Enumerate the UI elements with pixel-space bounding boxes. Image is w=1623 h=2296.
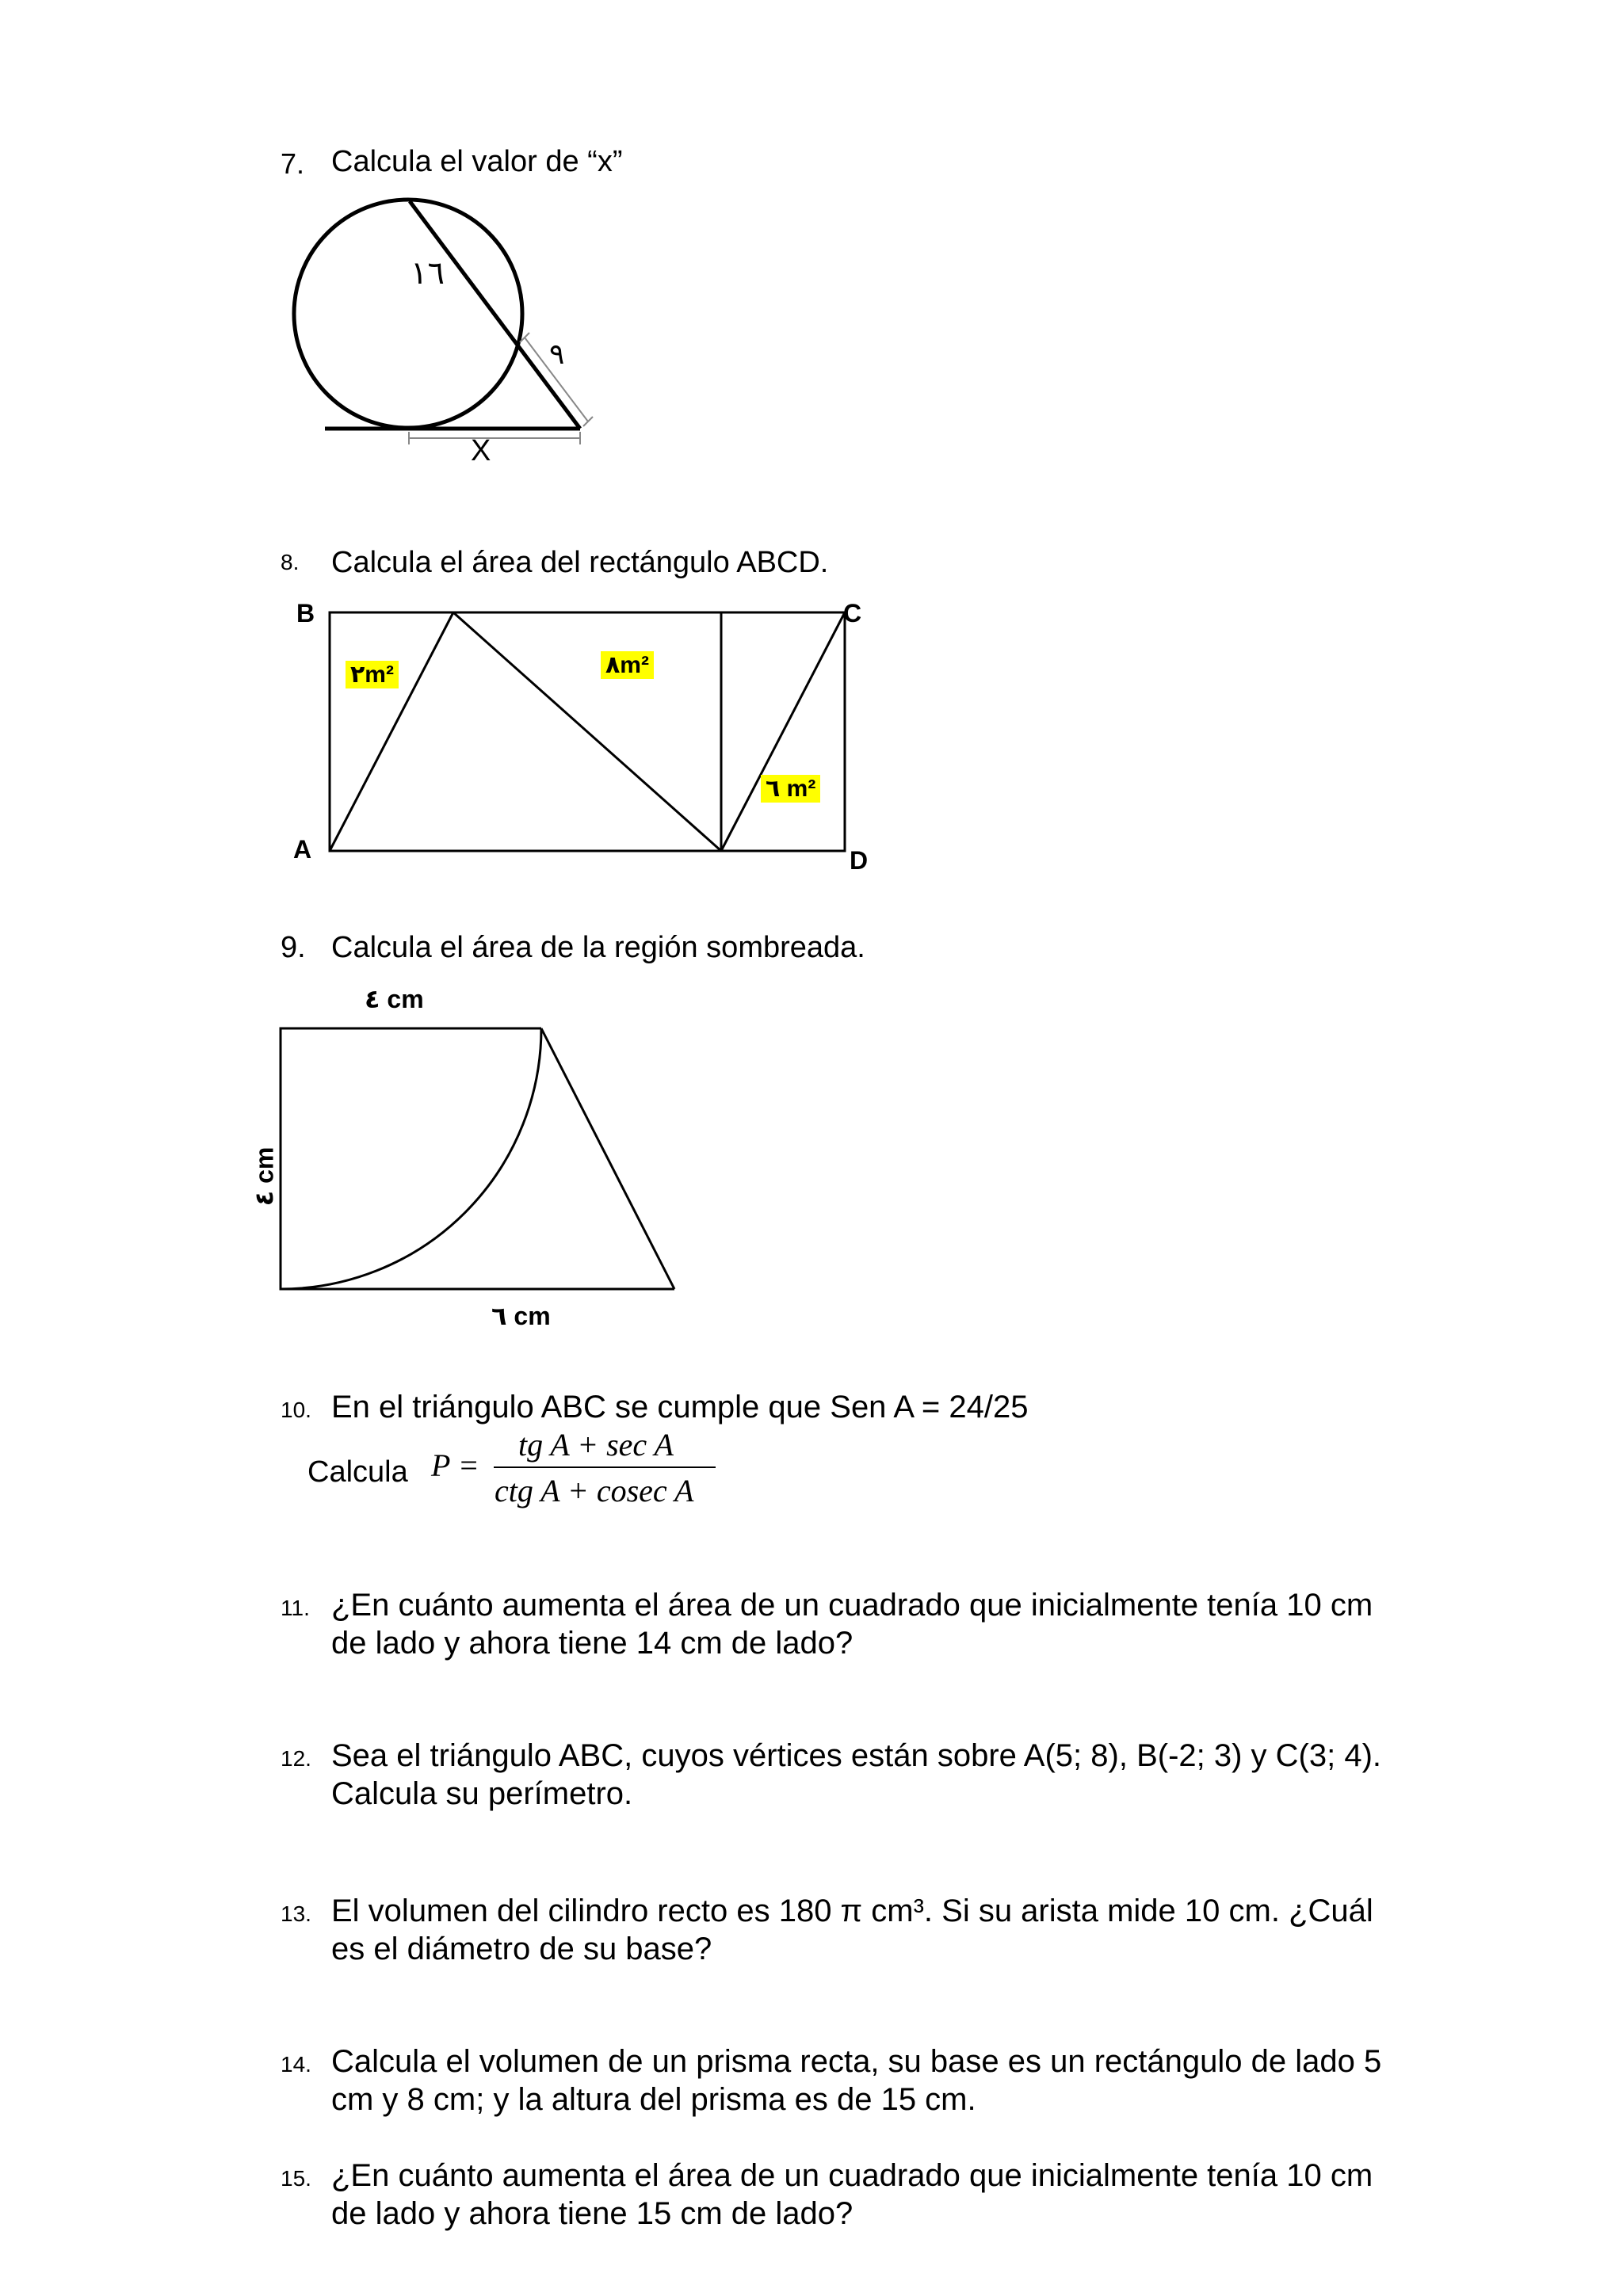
q8-vertex-c: C <box>843 599 862 627</box>
q12-number: 12. <box>281 1746 311 1771</box>
q9-square-outline <box>281 1028 674 1289</box>
q8-area-label-3: ٦ m² <box>761 775 820 803</box>
q8-segment-base-c <box>721 612 845 851</box>
q8-number: 8. <box>281 550 300 574</box>
q15-line-1: ¿En cuánto aumenta el área de un cuadrado que inicialmente tenía 10 cm <box>331 2158 1373 2193</box>
q8-figure <box>330 612 845 851</box>
q9-left-label: ٤ cm <box>250 1146 279 1207</box>
q7-number: 7. <box>281 147 305 180</box>
q9-triangle-side <box>541 1028 674 1289</box>
q12-line-1: Sea el triángulo ABC, cuyos vértices están sobre A(5; 8), B(-2; 3) y C(3; 4). <box>331 1738 1382 1773</box>
q9-number: 9. <box>281 931 306 964</box>
q7-tangent-label: X <box>471 434 491 467</box>
q10-calc-label: Calcula <box>307 1455 408 1489</box>
q7-text: Calcula el valor de “x” <box>331 145 623 178</box>
q10-text: En el triángulo ABC se cumple que Sen A = 24/25 <box>331 1390 1029 1425</box>
q7-circle <box>294 200 522 428</box>
q10-number: 10. <box>281 1398 311 1422</box>
q10-formula-denominator: ctg A + cosec A <box>495 1473 694 1508</box>
q10-formula-lhs: P = <box>431 1447 479 1483</box>
q8-area-label-2: ٨m² <box>601 651 654 679</box>
q11-line-2: de lado y ahora tiene 14 cm de lado? <box>331 1626 854 1661</box>
q8-area-label-1: ٢m² <box>346 661 399 688</box>
q8-vertex-a: A <box>293 835 312 864</box>
q13-line-1: El volumen del cilindro recto es 180 π cm³. Si su arista mide 10 cm. ¿Cuál <box>331 1894 1373 1928</box>
q11-number: 11. <box>281 1596 310 1620</box>
q14-line-2: cm y 8 cm; y la altura del prisma es de 15 cm. <box>331 2082 976 2117</box>
q12-line-2: Calcula su perímetro. <box>331 1776 633 1811</box>
q15-number: 15. <box>281 2166 311 2191</box>
q9-text: Calcula el área de la región sombreada. <box>331 931 865 964</box>
q10-formula-numerator: tg A + sec A <box>518 1427 674 1463</box>
q8-vertex-b: B <box>296 599 315 627</box>
q13-number: 13. <box>281 1901 311 1926</box>
q7-chord-label: ١٦ <box>411 256 445 291</box>
q8-vertex-d: D <box>850 846 869 875</box>
q9-top-label: ٤ cm <box>365 985 424 1013</box>
q8-text: Calcula el área del rectángulo ABCD. <box>331 546 829 579</box>
q15-line-2: de lado y ahora tiene 15 cm de lado? <box>331 2196 854 2231</box>
q9-bottom-label: ٦ cm <box>491 1302 551 1330</box>
q7-figure <box>294 200 593 444</box>
q14-number: 14. <box>281 2052 311 2077</box>
q9-figure <box>281 1028 674 1289</box>
q11-line-1: ¿En cuánto aumenta el área de un cuadrado que inicialmente tenía 10 cm <box>331 1588 1373 1623</box>
q13-line-2: es el diámetro de su base? <box>331 1932 712 1966</box>
q7-dimension-x <box>409 432 580 444</box>
q8-segment-a-peak <box>330 612 453 851</box>
q9-quarter-arc <box>281 1028 541 1289</box>
q7-secant-line <box>410 201 580 429</box>
q8-segment-peak-base <box>453 612 721 851</box>
q7-secant-label: ٩ <box>549 338 565 370</box>
q14-line-1: Calcula el volumen de un prisma recta, su base es un rectángulo de lado 5 <box>331 2044 1382 2079</box>
